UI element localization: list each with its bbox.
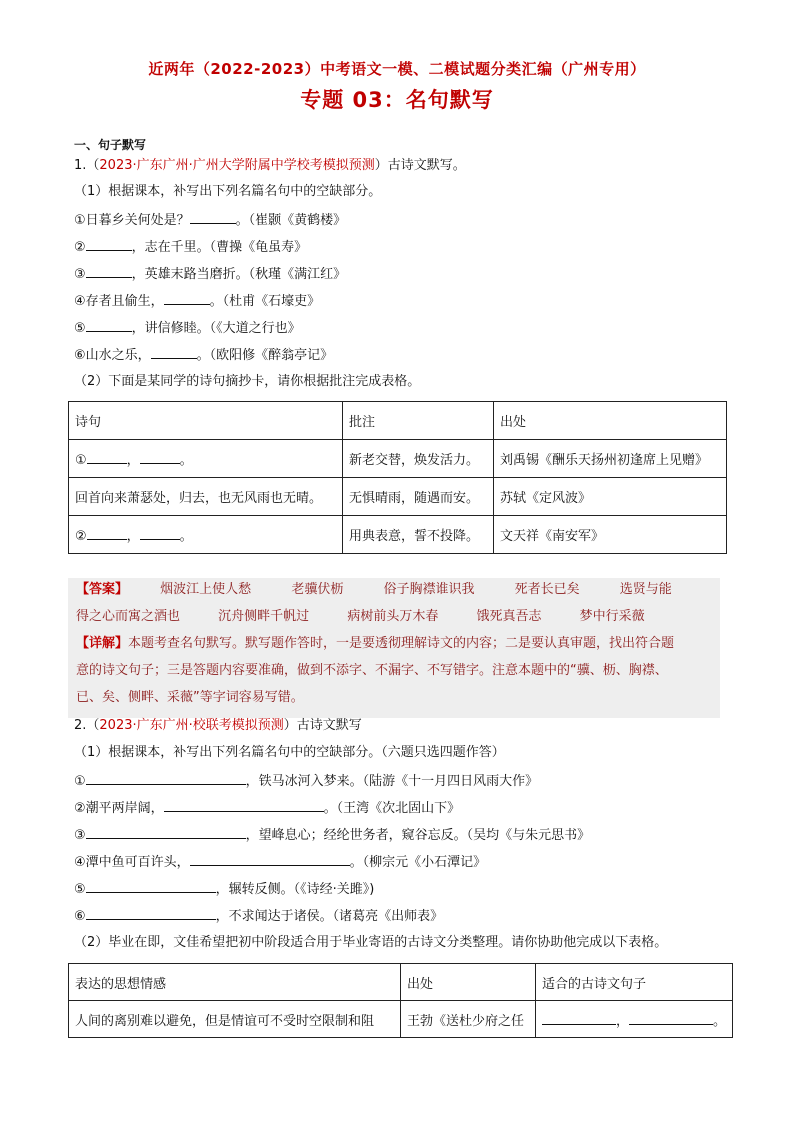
answer-blank[interactable] xyxy=(629,1010,713,1025)
doc-subtitle: 专题 03：名句默写 xyxy=(300,88,494,112)
q1-part1: （1）根据课本，补写出下列名篇名句中的空缺部分。 xyxy=(74,184,382,199)
answer-blank[interactable] xyxy=(86,770,246,785)
detail-tag: 【详解】 xyxy=(76,636,129,651)
answer-blank[interactable] xyxy=(140,449,180,464)
answer-item: 老骥伏枥 xyxy=(291,582,344,597)
answer-tag: 【答案】 xyxy=(76,582,129,597)
q2-line-4: ④潭中鱼可百许头， 。（柳宗元《小石潭记》 xyxy=(74,851,486,873)
answer-blank[interactable] xyxy=(151,344,197,359)
answer-item: 死者长已矣 xyxy=(514,582,580,597)
table-cell-note: 无惧晴雨，随遇而安。 xyxy=(343,478,494,516)
table-row xyxy=(69,516,727,554)
answer-blank[interactable] xyxy=(164,797,324,812)
table-row xyxy=(69,478,727,516)
q1-line-2: ② ，志在千里。（曹操《龟虽寿》 xyxy=(74,236,307,258)
answer-blank[interactable] xyxy=(86,878,216,893)
answer-blank[interactable] xyxy=(86,905,216,920)
q2-table xyxy=(68,963,733,1038)
answer-line-1 xyxy=(76,580,672,600)
q1-line-4: ④存者且偷生， 。（杜甫《石壕吏》 xyxy=(74,290,320,312)
q1-line-5: ⑤ ，讲信修睦。（《大道之行也》 xyxy=(74,317,301,339)
answer-item: 饿死真吾志 xyxy=(476,609,542,624)
table-cell-source: 王勃《送杜少府之任 xyxy=(401,1001,536,1038)
answer-blank[interactable] xyxy=(86,263,132,278)
answer-blank[interactable] xyxy=(190,851,350,866)
answer-blank[interactable] xyxy=(86,317,132,332)
q1-part2: （2）下面是某同学的诗句摘抄卡，请你根据批注完成表格。 xyxy=(74,374,421,389)
table-cell-source: 苏轼《定风波》 xyxy=(494,478,727,516)
detail-line-2: 意的诗文句子；三是答题内容要准确，做到不添字、不漏字、不写错字。注意本题中的“骥、枥、胸襟、 xyxy=(76,663,668,678)
answer-item: 病树前头万木春 xyxy=(347,609,439,624)
detail-text: 本题考查名句默写。默写题作答时，一是要透彻理解诗文的内容；二是要认真审题，找出符合题 xyxy=(128,636,675,651)
answer-blank[interactable] xyxy=(86,824,246,839)
q2-line-2: ②潮平两岸阔， 。（王湾《次北固山下》 xyxy=(74,797,460,819)
q1-header xyxy=(74,156,466,176)
table-header-row xyxy=(69,402,727,440)
q1-table xyxy=(68,401,727,554)
doc-title: 近两年（2022-2023）中考语文一模、二模试题分类汇编（广州专用） xyxy=(148,60,646,78)
table-cell-poem: ① ， 。 xyxy=(69,440,343,478)
answer-blank[interactable] xyxy=(164,290,210,305)
table-header-cell: 批注 xyxy=(343,402,494,440)
answer-blank[interactable] xyxy=(140,525,180,540)
table-cell-note: 新老交替，焕发活力。 xyxy=(343,440,494,478)
section-heading: 一、句子默写 xyxy=(74,138,147,152)
table-cell-source: 文天祥《南安军》 xyxy=(494,516,727,554)
q2-source: 2023·广东广州·校联考模拟预测 xyxy=(99,718,284,733)
q2-line-1: ① ，铁马冰河入梦来。（陆游《十一月四日风雨大作》 xyxy=(74,770,538,792)
answer-item: 得之心而寓之酒也 xyxy=(76,609,181,624)
q2-line-6: ⑥ ，不求闻达于诸侯。（诸葛亮《出师表》 xyxy=(74,905,443,927)
table-header-cell: 表达的思想情感 xyxy=(69,964,401,1001)
table-header-cell: 出处 xyxy=(401,964,536,1001)
answer-blank[interactable] xyxy=(87,449,127,464)
q1-number: 1.（ xyxy=(74,158,100,173)
answer-item: 选贤与能 xyxy=(619,582,672,597)
table-row xyxy=(69,1001,733,1038)
table-row xyxy=(69,440,727,478)
table-cell-emotion: 人间的离别难以避免，但是情谊可不受时空限制和阻 xyxy=(69,1001,401,1038)
detail-line-3: 已、矣、侧畔、采薇”等字词容易写错。 xyxy=(76,690,304,705)
q1-line-3: ③ ，英雄末路当磨折。（秋瑾《满江红》 xyxy=(74,263,346,285)
detail-line-1 xyxy=(76,634,674,654)
answer-blank[interactable] xyxy=(87,525,127,540)
q1-source: 2023·广东广州·广州大学附属中学校考模拟预测 xyxy=(99,158,375,173)
answer-item: 沉舟侧畔千帆过 xyxy=(218,609,310,624)
answer-item: 俗子胸襟谁识我 xyxy=(383,582,475,597)
table-header-cell: 出处 xyxy=(494,402,727,440)
answer-item: 烟波江上使人愁 xyxy=(160,582,252,597)
table-cell-source: 刘禹锡《酬乐天扬州初逢席上见赠》 xyxy=(494,440,727,478)
q2-number: 2.（ xyxy=(74,718,100,733)
answer-blank[interactable] xyxy=(542,1010,616,1025)
q1-tail: ）古诗文默写。 xyxy=(374,158,466,173)
q1-line-1: ①日暮乡关何处是？ 。（崔颢《黄鹤楼》 xyxy=(74,209,346,231)
table-header-cell: 诗句 xyxy=(69,402,343,440)
q1-line-6: ⑥山水之乐， 。（欧阳修《醉翁亭记》 xyxy=(74,344,333,366)
answer-item: 梦中行采薇 xyxy=(579,609,645,624)
table-cell-poem: 回首向来萧瑟处，归去，也无风雨也无晴。 xyxy=(69,478,343,516)
answer-blank[interactable] xyxy=(190,209,236,224)
answer-blank[interactable] xyxy=(86,236,132,251)
answer-line-2 xyxy=(76,607,645,627)
table-cell-note: 用典表意，誓不投降。 xyxy=(343,516,494,554)
table-cell-poem: ② ， 。 xyxy=(69,516,343,554)
table-header-row xyxy=(69,964,733,1001)
q2-part1: （1）根据课本，补写出下列名篇名句中的空缺部分。（六题只选四题作答） xyxy=(74,745,505,760)
q2-line-3: ③ ，望峰息心；经纶世务者，窥谷忘反。（吴均《与朱元思书》 xyxy=(74,824,590,846)
q2-header xyxy=(74,716,362,736)
q2-part2: （2）毕业在即，文佳希望把初中阶段适合用于毕业寄语的古诗文分类整理。请你协助他完成以下表格。 xyxy=(74,935,668,950)
q2-tail: ）古诗文默写 xyxy=(283,718,362,733)
table-cell-sentence: ， 。 xyxy=(536,1001,733,1038)
q2-line-5: ⑤ ，辗转反侧。（《诗经·关雎》) xyxy=(74,878,374,900)
table-header-cell: 适合的古诗文句子 xyxy=(536,964,733,1001)
